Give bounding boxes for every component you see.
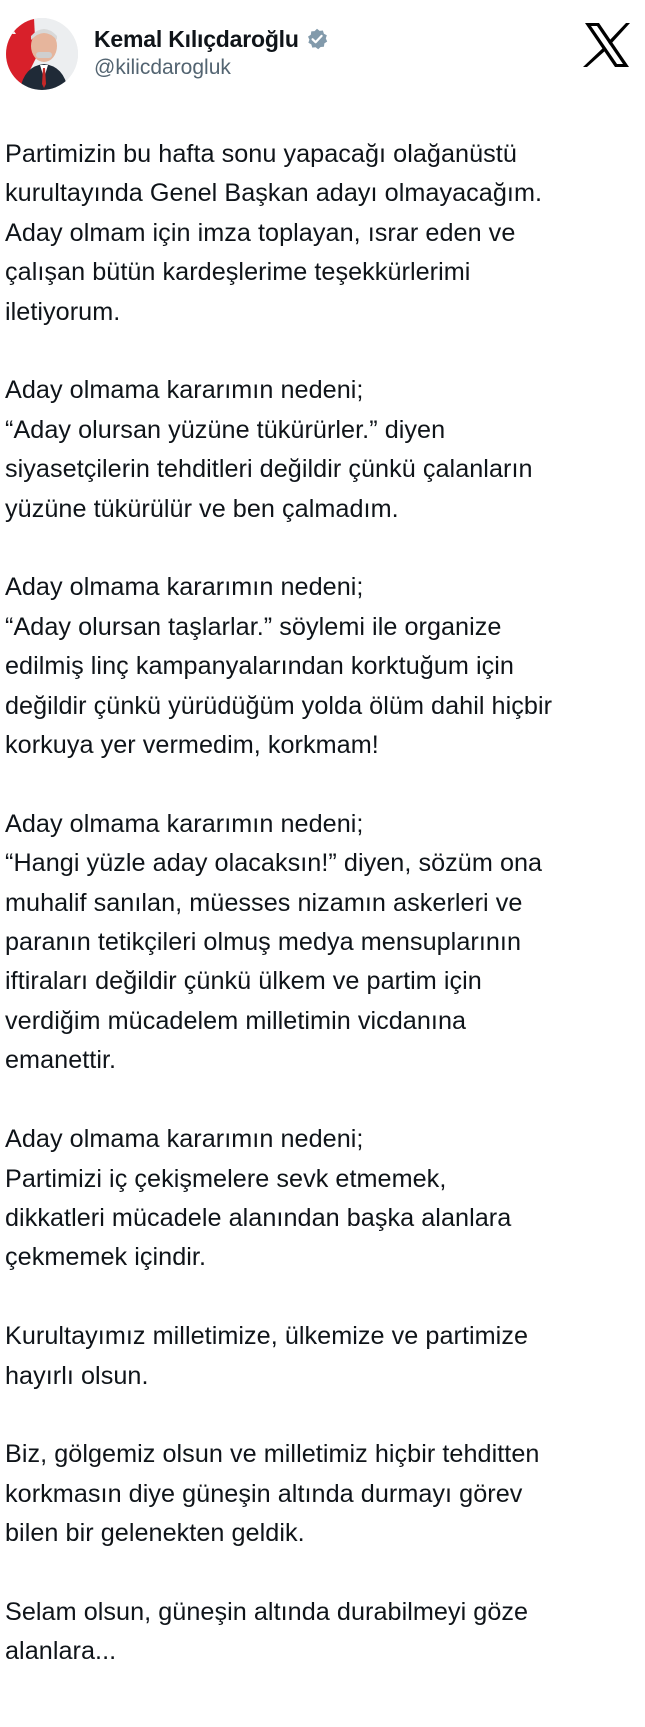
tweet-line: çekmemek içindir. — [5, 1243, 207, 1272]
tweet-line: “Aday olursan taşlarlar.” söylemi ile organize — [5, 612, 502, 641]
tweet-line: Aday olmama kararımın nedeni; — [5, 376, 364, 405]
tweet-paragraph — [5, 1593, 645, 1672]
tweet-line: bilen bir gelenekten geldik. — [5, 1519, 305, 1548]
x-logo-icon[interactable] — [582, 20, 632, 70]
tweet-line: Partimizi iç çekişmelere sevk etmemek, — [5, 1164, 447, 1193]
tweet-line: iftiraları değildir çünkü ülkem ve partim için — [5, 967, 482, 996]
tweet-paragraph — [5, 568, 645, 765]
tweet-paragraph — [5, 371, 645, 529]
tweet-header — [0, 0, 645, 110]
tweet-paragraph — [5, 1435, 645, 1553]
tweet-paragraph — [5, 805, 645, 1081]
tweet-line: hayırlı olsun. — [5, 1361, 149, 1390]
tweet-line: Selam olsun, güneşin altında durabilmeyi göze — [5, 1597, 529, 1626]
tweet-line: Aday olmam için imza toplayan, ısrar eden ve — [5, 218, 516, 247]
tweet-line: paranın tetikçileri olmuş medya mensuplarının — [5, 928, 522, 957]
tweet-line: siyasetçilerin tehditleri değildir çünkü çalanların — [5, 455, 533, 484]
avatar[interactable] — [6, 18, 78, 90]
tweet-line: Kurultayımız milletimize, ülkemize ve partimize — [5, 1322, 529, 1351]
tweet-paragraph — [5, 135, 645, 332]
tweet-line: alanlara... — [5, 1637, 117, 1666]
tweet-line: Aday olmama kararımın nedeni; — [5, 809, 364, 838]
tweet-paragraph — [5, 1317, 645, 1396]
tweet-text — [5, 135, 645, 1711]
tweet-line: emanettir. — [5, 1046, 117, 1075]
tweet-line: Aday olmama kararımın nedeni; — [5, 573, 364, 602]
tweet-line: dikkatleri mücadele alanından başka alanlara — [5, 1203, 512, 1232]
tweet-line: yüzüne tükürülür ve ben çalmadım. — [5, 494, 399, 523]
tweet-line: değildir çünkü yürüdüğüm yolda ölüm dahil hiçbir — [5, 691, 553, 720]
tweet-paragraph — [5, 1120, 645, 1278]
author-display-name[interactable]: Kemal Kılıçdaroğlu — [94, 25, 299, 52]
author-info — [94, 24, 328, 80]
tweet-line: verdiğim mücadelem milletimin vicdanına — [5, 1006, 467, 1035]
tweet-line: Partimizin bu hafta sonu yapacağı olağanüstü — [5, 140, 517, 168]
tweet-line: “Hangi yüzle aday olacaksın!” diyen, sözüm ona — [5, 849, 543, 878]
tweet-line: “Aday olursan yüzüne tükürürler.” diyen — [5, 415, 446, 444]
tweet-line: kurultayında Genel Başkan adayı olmayacağım. — [5, 179, 543, 208]
tweet-line: çalışan bütün kardeşlerime teşekkürlerimi — [5, 258, 471, 287]
tweet-line: Biz, gölgemiz olsun ve milletimiz hiçbir tehditten — [5, 1440, 540, 1469]
tweet-line: iletiyorum. — [5, 297, 121, 326]
verified-badge-icon — [306, 28, 328, 50]
tweet-line: Aday olmama kararımın nedeni; — [5, 1125, 364, 1154]
tweet-line: korkuya yer vermedim, korkmam! — [5, 731, 379, 760]
author-handle[interactable]: @kilicdarogluk — [94, 56, 231, 79]
tweet-line: muhalif sanılan, müesses nizamın askerleri ve — [5, 888, 523, 917]
avatar-photo-icon — [6, 18, 78, 90]
tweet-line: edilmiş linç kampanyalarından korktuğum için — [5, 652, 514, 681]
tweet-line: korkmasın diye güneşin altında durmayı görev — [5, 1479, 523, 1508]
